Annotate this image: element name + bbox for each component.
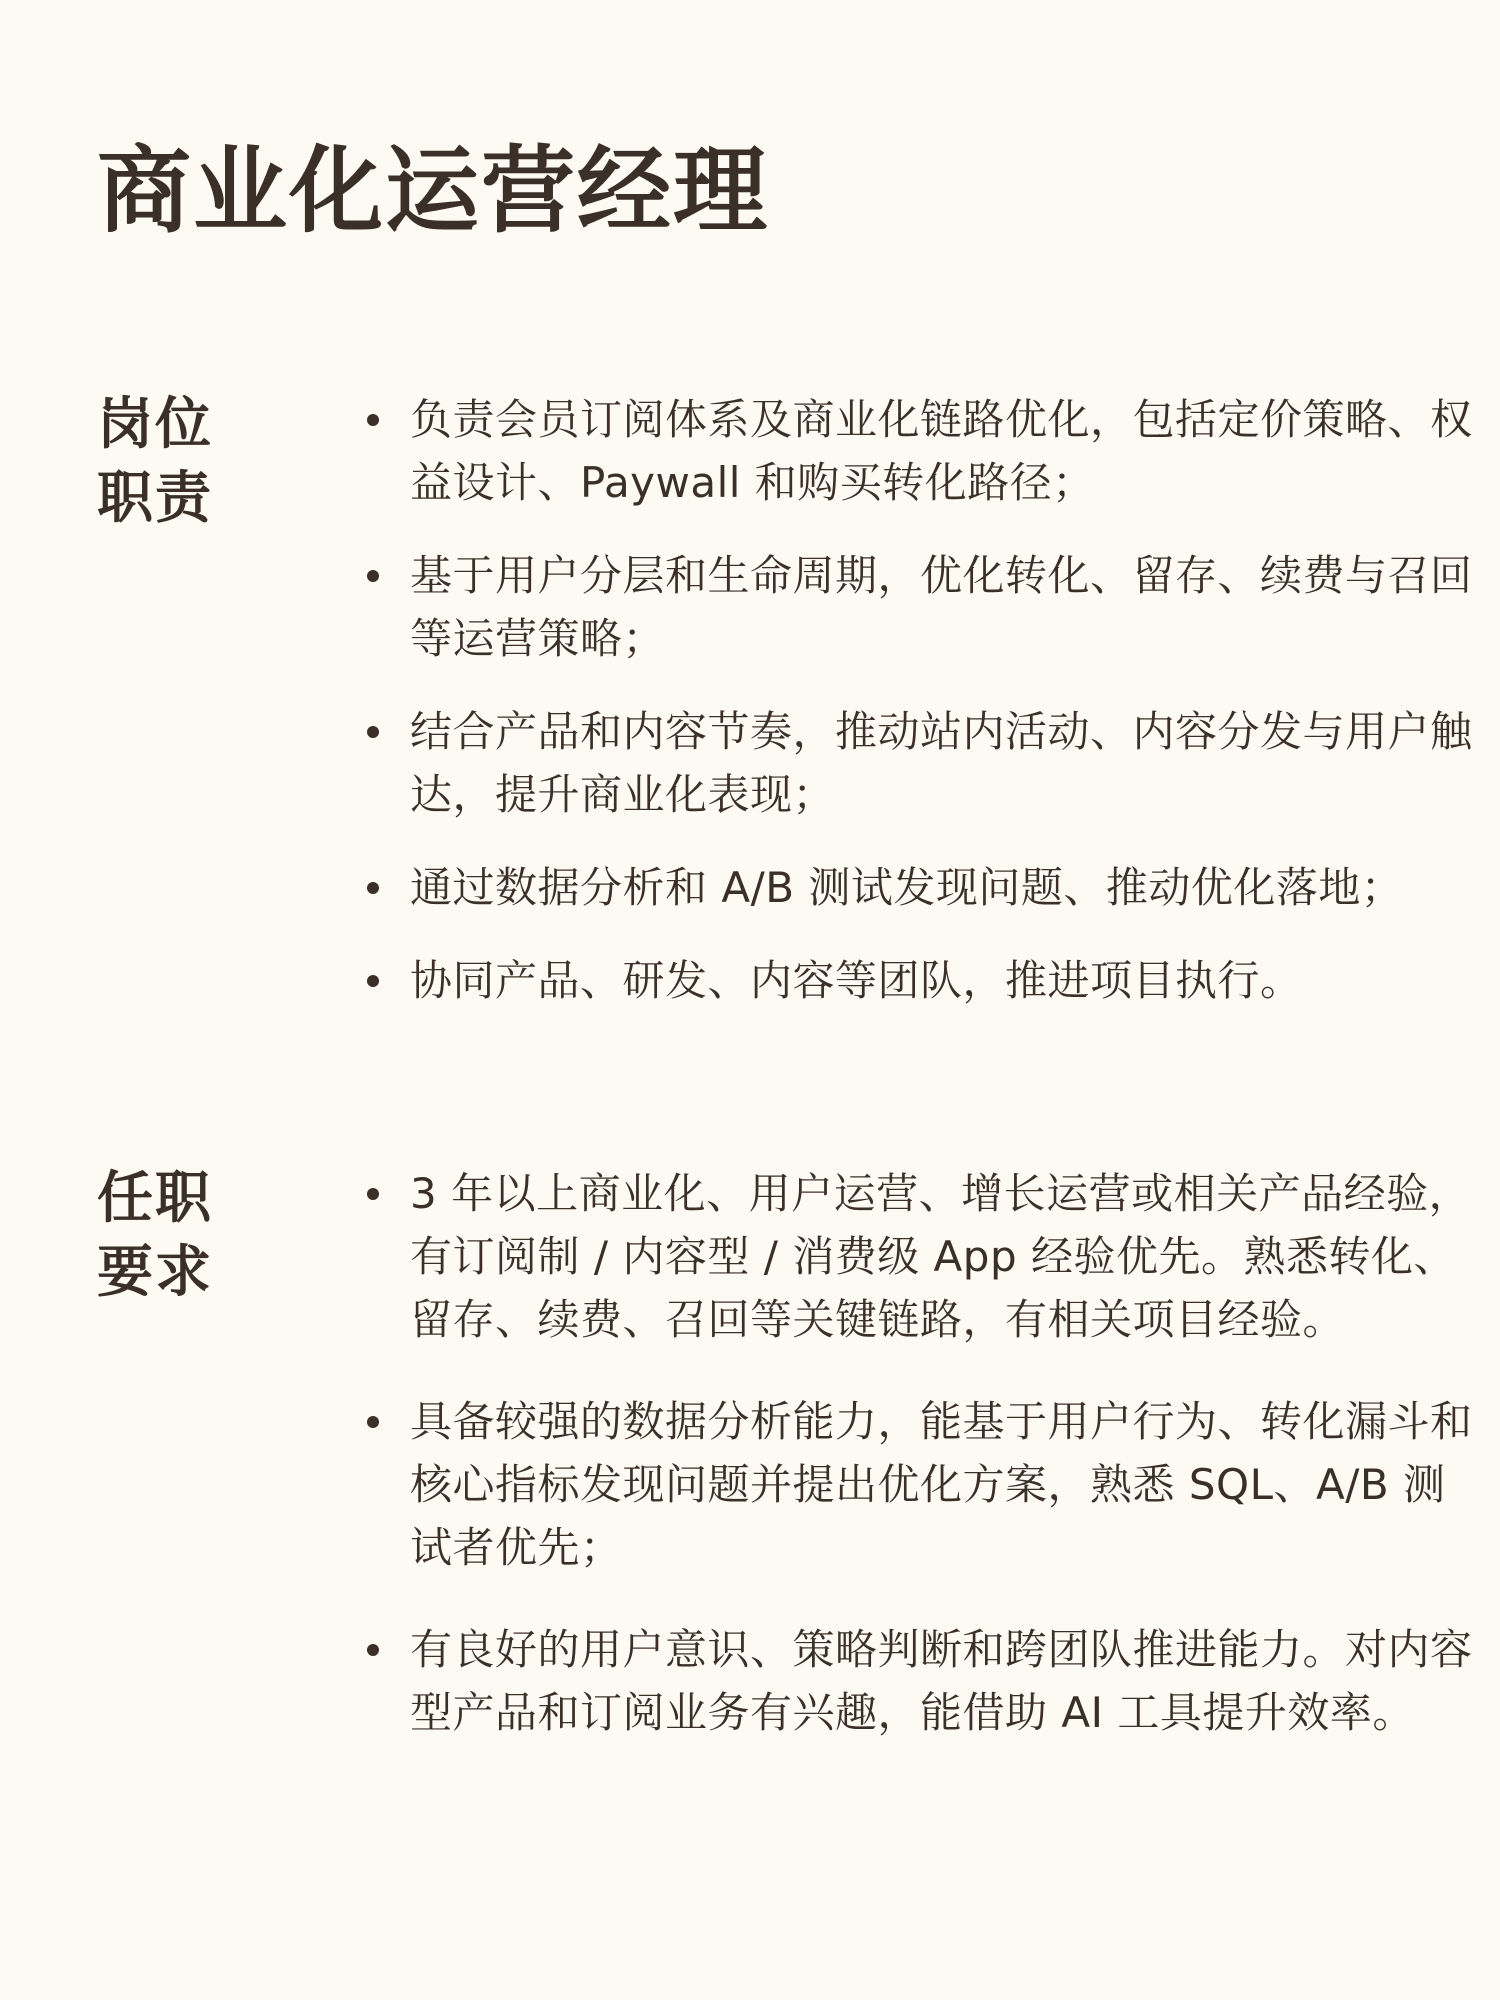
- list-item-text: 负责会员订阅体系及商业化链路优化，包括定价策略、权益设计、Paywall 和购买转化路径；: [410, 395, 1473, 507]
- list-item-text: 结合产品和内容节奏，推动站内活动、内容分发与用户触达，提升商业化表现；: [410, 707, 1473, 819]
- bullet-icon: [367, 1416, 379, 1428]
- bullet-icon: [367, 1644, 379, 1656]
- list-item: [367, 1390, 1477, 1579]
- list-item: [367, 856, 1477, 919]
- responsibilities-list: [367, 388, 1477, 1042]
- list-item: [367, 1162, 1477, 1351]
- bullet-icon: [367, 882, 379, 894]
- list-item-text: 协同产品、研发、内容等团队，推进项目执行。: [410, 956, 1303, 1005]
- section-label-line: 职责: [97, 466, 213, 531]
- list-item: [367, 949, 1477, 1012]
- list-item: [367, 544, 1477, 670]
- list-item-text: 有良好的用户意识、策略判断和跨团队推进能力。对内容型产品和订阅业务有兴趣，能借助 AI 工具提升效率。: [410, 1625, 1473, 1737]
- bullet-icon: [367, 975, 379, 987]
- list-item: [367, 388, 1477, 514]
- list-item-text: 通过数据分析和 A/B 测试发现问题、推动优化落地；: [410, 863, 1404, 912]
- requirements-list: [367, 1162, 1477, 1783]
- list-item: [367, 1618, 1477, 1744]
- list-item-text: 具备较强的数据分析能力，能基于用户行为、转化漏斗和核心指标发现问题并提出优化方案，熟悉 SQL、A/B 测试者优先；: [410, 1397, 1473, 1572]
- bullet-icon: [367, 570, 379, 582]
- section-label-line: 任职: [97, 1166, 213, 1231]
- list-item-text: 3 年以上商业化、用户运营、增长运营或相关产品经验，有订阅制 / 内容型 / 消费级 App 经验优先。熟悉转化、留存、续费、召回等关键链路，有相关项目经验。: [410, 1169, 1472, 1344]
- section-label-line: 岗位: [97, 392, 213, 457]
- page-title: 商业化运营经理: [97, 137, 770, 246]
- bullet-icon: [367, 1188, 379, 1200]
- section-label-line: 要求: [97, 1240, 213, 1305]
- bullet-icon: [367, 726, 379, 738]
- section-label-responsibilities: [97, 388, 227, 536]
- section-label-requirements: [97, 1162, 227, 1310]
- bullet-icon: [367, 414, 379, 426]
- list-item: [367, 700, 1477, 826]
- list-item-text: 基于用户分层和生命周期，优化转化、留存、续费与召回等运营策略；: [410, 551, 1473, 663]
